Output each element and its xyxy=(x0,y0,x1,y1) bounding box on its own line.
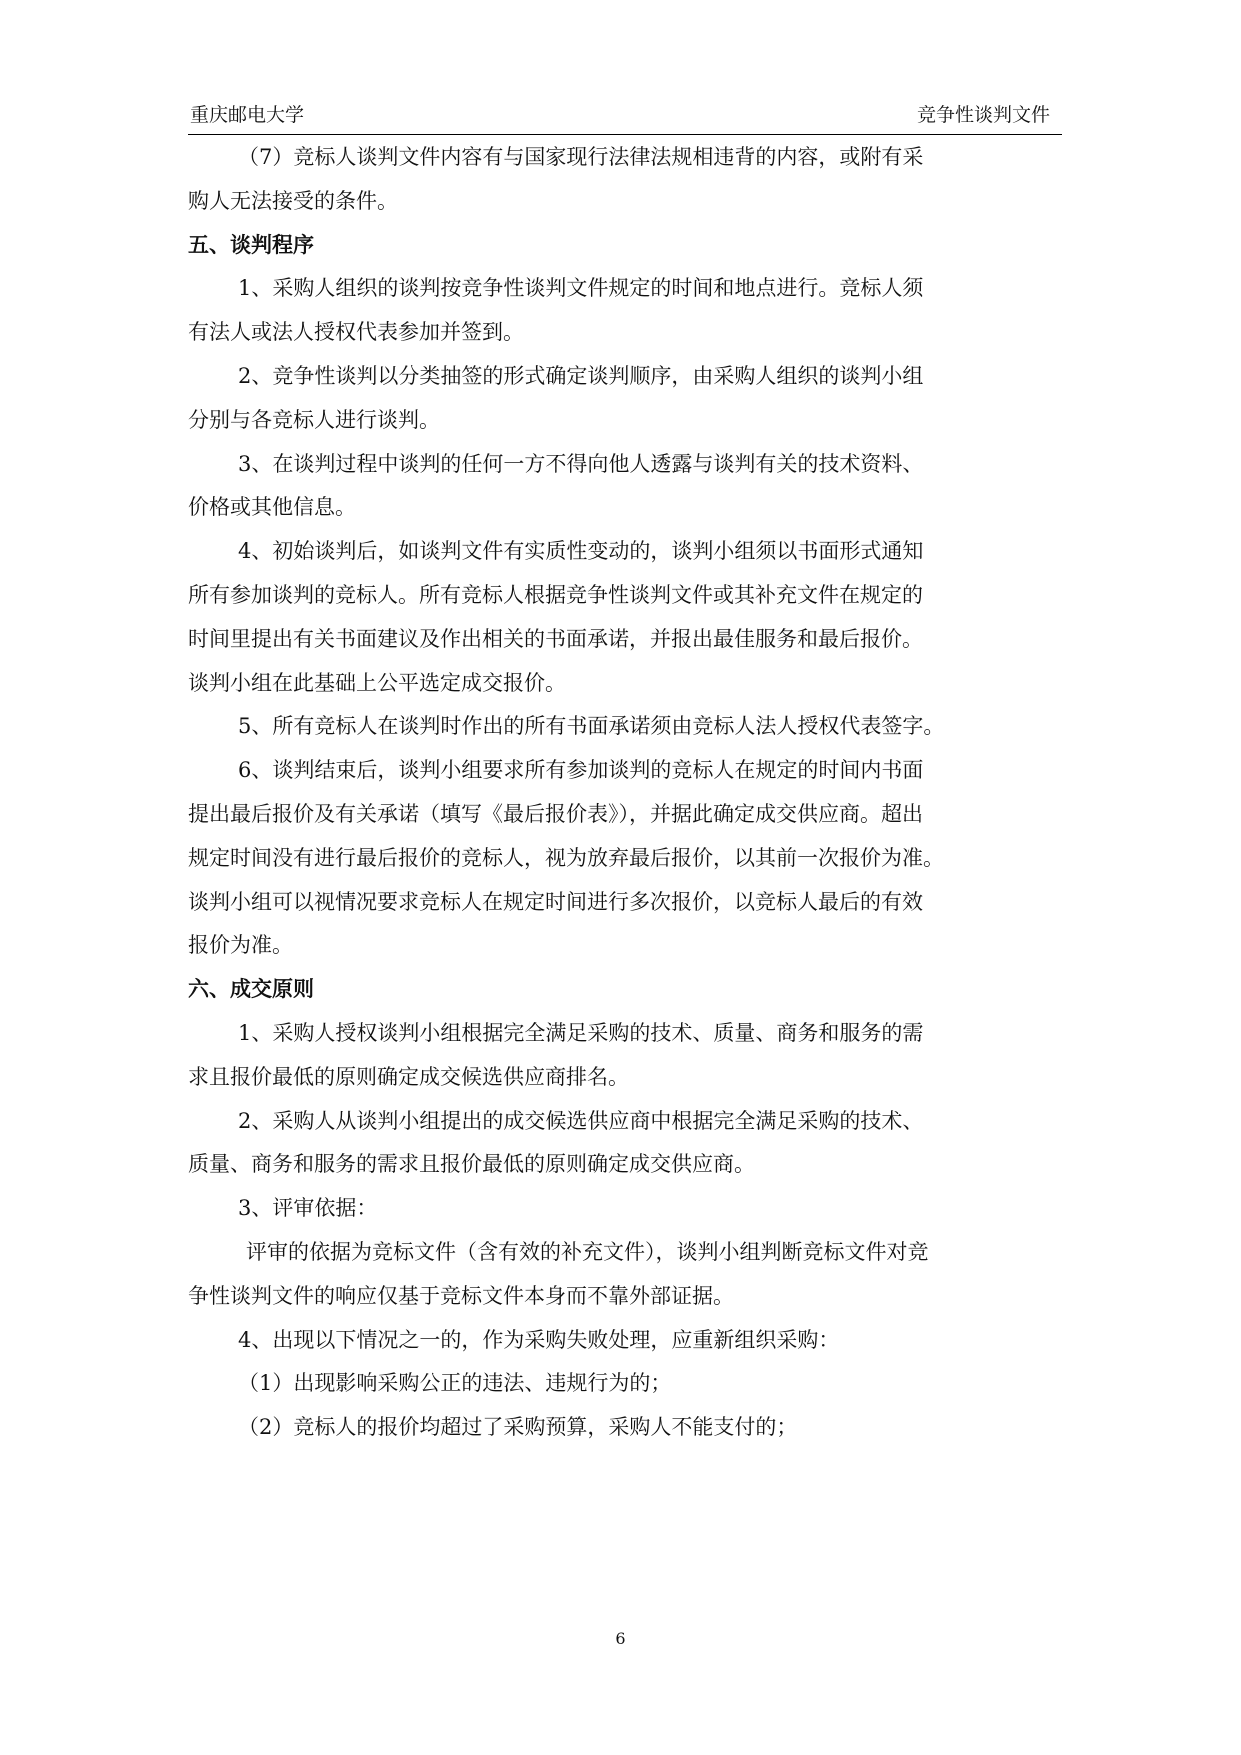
paragraph-line: （1）出现影响采购公正的违法、违规行为的； xyxy=(238,1371,672,1396)
paragraph-line: 评审的依据为竞标文件（含有效的补充文件），谈判小组判断竞标文件对竞 xyxy=(246,1240,929,1264)
page-header xyxy=(188,100,1062,135)
paragraph-line: 争性谈判文件的响应仅基于竞标文件本身而不靠外部证据。 xyxy=(188,1283,734,1308)
paragraph-line: 1、采购人组织的谈判按竞争性谈判文件规定的时间和地点进行。竞标人须 xyxy=(238,276,924,301)
paragraph-line: 求且报价最低的原则确定成交候选供应商排名。 xyxy=(188,1064,629,1089)
paragraph-line: 分别与各竞标人进行谈判。 xyxy=(188,407,440,432)
paragraph-line: 谈判小组在此基础上公平选定成交报价。 xyxy=(188,670,566,695)
paragraph-line: 谈判小组可以视情况要求竞标人在规定时间进行多次报价，以竞标人最后的有效 xyxy=(188,889,923,914)
section-heading: 六、成交原则 xyxy=(188,976,314,1002)
paragraph-line: 规定时间没有进行最后报价的竞标人，视为放弃最后报价，以其前一次报价为准。 xyxy=(188,845,944,870)
page-number: 6 xyxy=(615,1629,626,1648)
paragraph-line: 所有参加谈判的竞标人。所有竞标人根据竞争性谈判文件或其补充文件在规定的 xyxy=(188,583,923,607)
paragraph-line: （2）竞标人的报价均超过了采购预算，采购人不能支付的； xyxy=(238,1415,798,1440)
paragraph-line: 有法人或法人授权代表参加并签到。 xyxy=(188,320,524,345)
paragraph-line: 3、在谈判过程中谈判的任何一方不得向他人透露与谈判有关的技术资料、 xyxy=(238,451,924,476)
paragraph-line: 报价为准。 xyxy=(188,933,293,958)
paragraph-line: 购人无法接受的条件。 xyxy=(188,188,398,213)
section-heading: 五、谈判程序 xyxy=(188,231,314,257)
paragraph-line: 6、谈判结束后，谈判小组要求所有参加谈判的竞标人在规定的时间内书面 xyxy=(238,758,924,783)
paragraph-line: 2、竞争性谈判以分类抽签的形式确定谈判顺序，由采购人组织的谈判小组 xyxy=(238,364,924,388)
paragraph-line: 提出最后报价及有关承诺（填写《最后报价表》），并据此确定成交供应商。超出 xyxy=(188,802,923,826)
paragraph-line: 2、采购人从谈判小组提出的成交候选供应商中根据完全满足采购的技术、 xyxy=(238,1108,924,1133)
paragraph-line: 3、评审依据： xyxy=(238,1196,378,1221)
paragraph-line: 质量、商务和服务的需求且报价最低的原则确定成交供应商。 xyxy=(188,1152,755,1177)
header-institution: 重庆邮电大学 xyxy=(190,104,305,126)
paragraph-line: 4、初始谈判后，如谈判文件有实质性变动的，谈判小组须以书面形式通知 xyxy=(238,539,924,564)
paragraph-line: 价格或其他信息。 xyxy=(188,495,356,520)
paragraph-line: 4、出现以下情况之一的，作为采购失败处理，应重新组织采购： xyxy=(238,1327,840,1352)
paragraph-line: 1、采购人授权谈判小组根据完全满足采购的技术、质量、商务和服务的需 xyxy=(238,1021,924,1045)
paragraph-line: 时间里提出有关书面建议及作出相关的书面承诺，并报出最佳服务和最后报价。 xyxy=(188,626,923,651)
header-document-title: 竞争性谈判文件 xyxy=(916,104,1050,126)
paragraph-line: 5、所有竞标人在谈判时作出的所有书面承诺须由竞标人法人授权代表签字。 xyxy=(238,714,945,739)
paragraph-line: （7）竞标人谈判文件内容有与国家现行法律法规相违背的内容，或附有采 xyxy=(238,145,924,169)
